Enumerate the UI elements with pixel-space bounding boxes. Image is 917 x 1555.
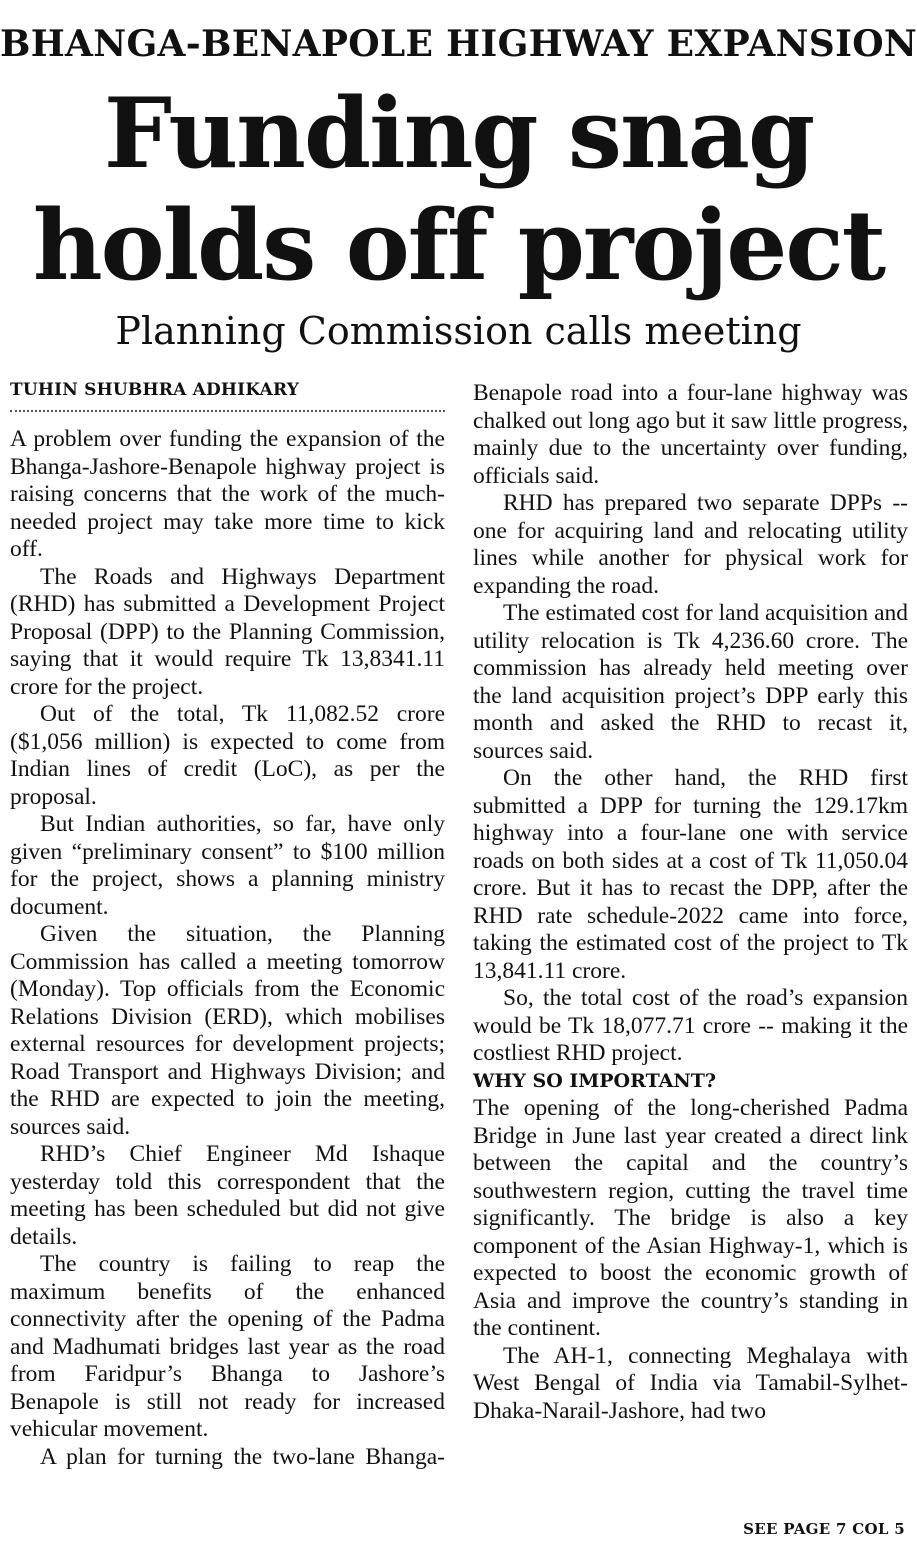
paragraph-8-continued [473, 380, 908, 490]
paragraph-3: Out of the total, Tk 11,082.52 crore ($1,056 million) is expected to come from Indian lines of credit (LoC), as per the proposal. [10, 701, 445, 810]
paragraph-4: But Indian authorities, so far, have only given “preliminary consent” to $100 million for the project, shows a planning ministry document. [10, 811, 445, 920]
paragraph-8-continued-text: Benapole road into a four-lane highway was chalked out long ago but it saw little progress, mainly due to the uncertainty over funding, officials said. [473, 380, 908, 489]
paragraph-12: So, the total cost of the road’s expansion would be Tk 18,077.71 crore -- making it the costliest RHD project. [473, 985, 908, 1066]
paragraph-14: The AH-1, connecting Meghalaya with West Bengal of India via Tamabil-Sylhet-Dhaka-Narail-Jashore, had two [473, 1342, 908, 1424]
paragraph-11: On the other hand, the RHD first submitted a DPP for turning the 129.17km highway into a four-lane one with service roads on both sides at a cost of Tk 11,050.04 crore. But it has to recast the DPP, after the RHD rate schedule-2022 came into force, taking the estimated cost of the project to Tk 13,841.11 crore. [473, 765, 908, 984]
column-right [473, 380, 908, 1425]
paragraph-6: RHD’s Chief Engineer Md Ishaque yesterday told this correspondent that the meeting has been scheduled but did not give details. [10, 1141, 445, 1250]
byline: TUHIN SHUBHRA ADHIKARY [10, 376, 445, 412]
section-heading: WHY SO IMPORTANT? [473, 1069, 717, 1092]
paragraph-10: The estimated cost for land acquisition and utility relocation is Tk 4,236.60 crore. The commission has already held meeting over the land acquisition project’s DPP early this month and asked the RHD to recast it, sources said. [473, 600, 908, 764]
paragraph-13: The opening of the long-cherished Padma Bridge in June last year created a direct link between the capital and the country’s southwestern region, cutting the travel time significantly. The bridge is also a key component of the Asian Highway-1, which is expected to boost the economic growth of Asia and improve the country’s standing in the continent. [473, 1095, 908, 1341]
subhead: Planning Commission calls meeting [115, 309, 802, 353]
headline-line-2: holds off project [32, 189, 885, 302]
paragraph-2: The Roads and Highways Department (RHD) has submitted a Development Project Proposal (DPP) to the Planning Commission, saying that it would require Tk 13,8341.11 crore for the project. [10, 563, 445, 700]
column-left [10, 376, 445, 1471]
paragraph-9: RHD has prepared two separate DPPs -- one for acquiring land and relocating utility lines while another for physical work for expanding the road. [473, 490, 908, 599]
paragraph-1: A problem over funding the expansion of the Bhanga-Jashore-Benapole highway project is raising concerns that the work of the much-needed project may take more time to kick off. [10, 426, 445, 562]
paragraph-7: The country is failing to reap the maximum benefits of the enhanced connectivity after the opening of the Padma and Madhumati bridges last year as the road from Faridpur’s Bhanga to Jashore’s Benapole is still not ready for increased vehicular movement. [10, 1251, 445, 1442]
headline [0, 78, 917, 302]
paragraph-8: A plan for turning the two-lane Bhanga- [40, 1443, 445, 1470]
kicker: BHANGA-BENAPOLE HIGHWAY EXPANSION [0, 23, 917, 65]
headline-line-1: Funding snag [103, 77, 814, 190]
paragraph-5: Given the situation, the Planning Commission has called a meeting tomorrow (Monday). Top officials from the Economic Relations Division (ERD), which mobilises external resources for development projects; Road Transport and Highways Division; and the RHD are expected to join the meeting, sources said. [10, 921, 445, 1140]
jump-line: SEE PAGE 7 COL 5 [743, 1520, 905, 1538]
